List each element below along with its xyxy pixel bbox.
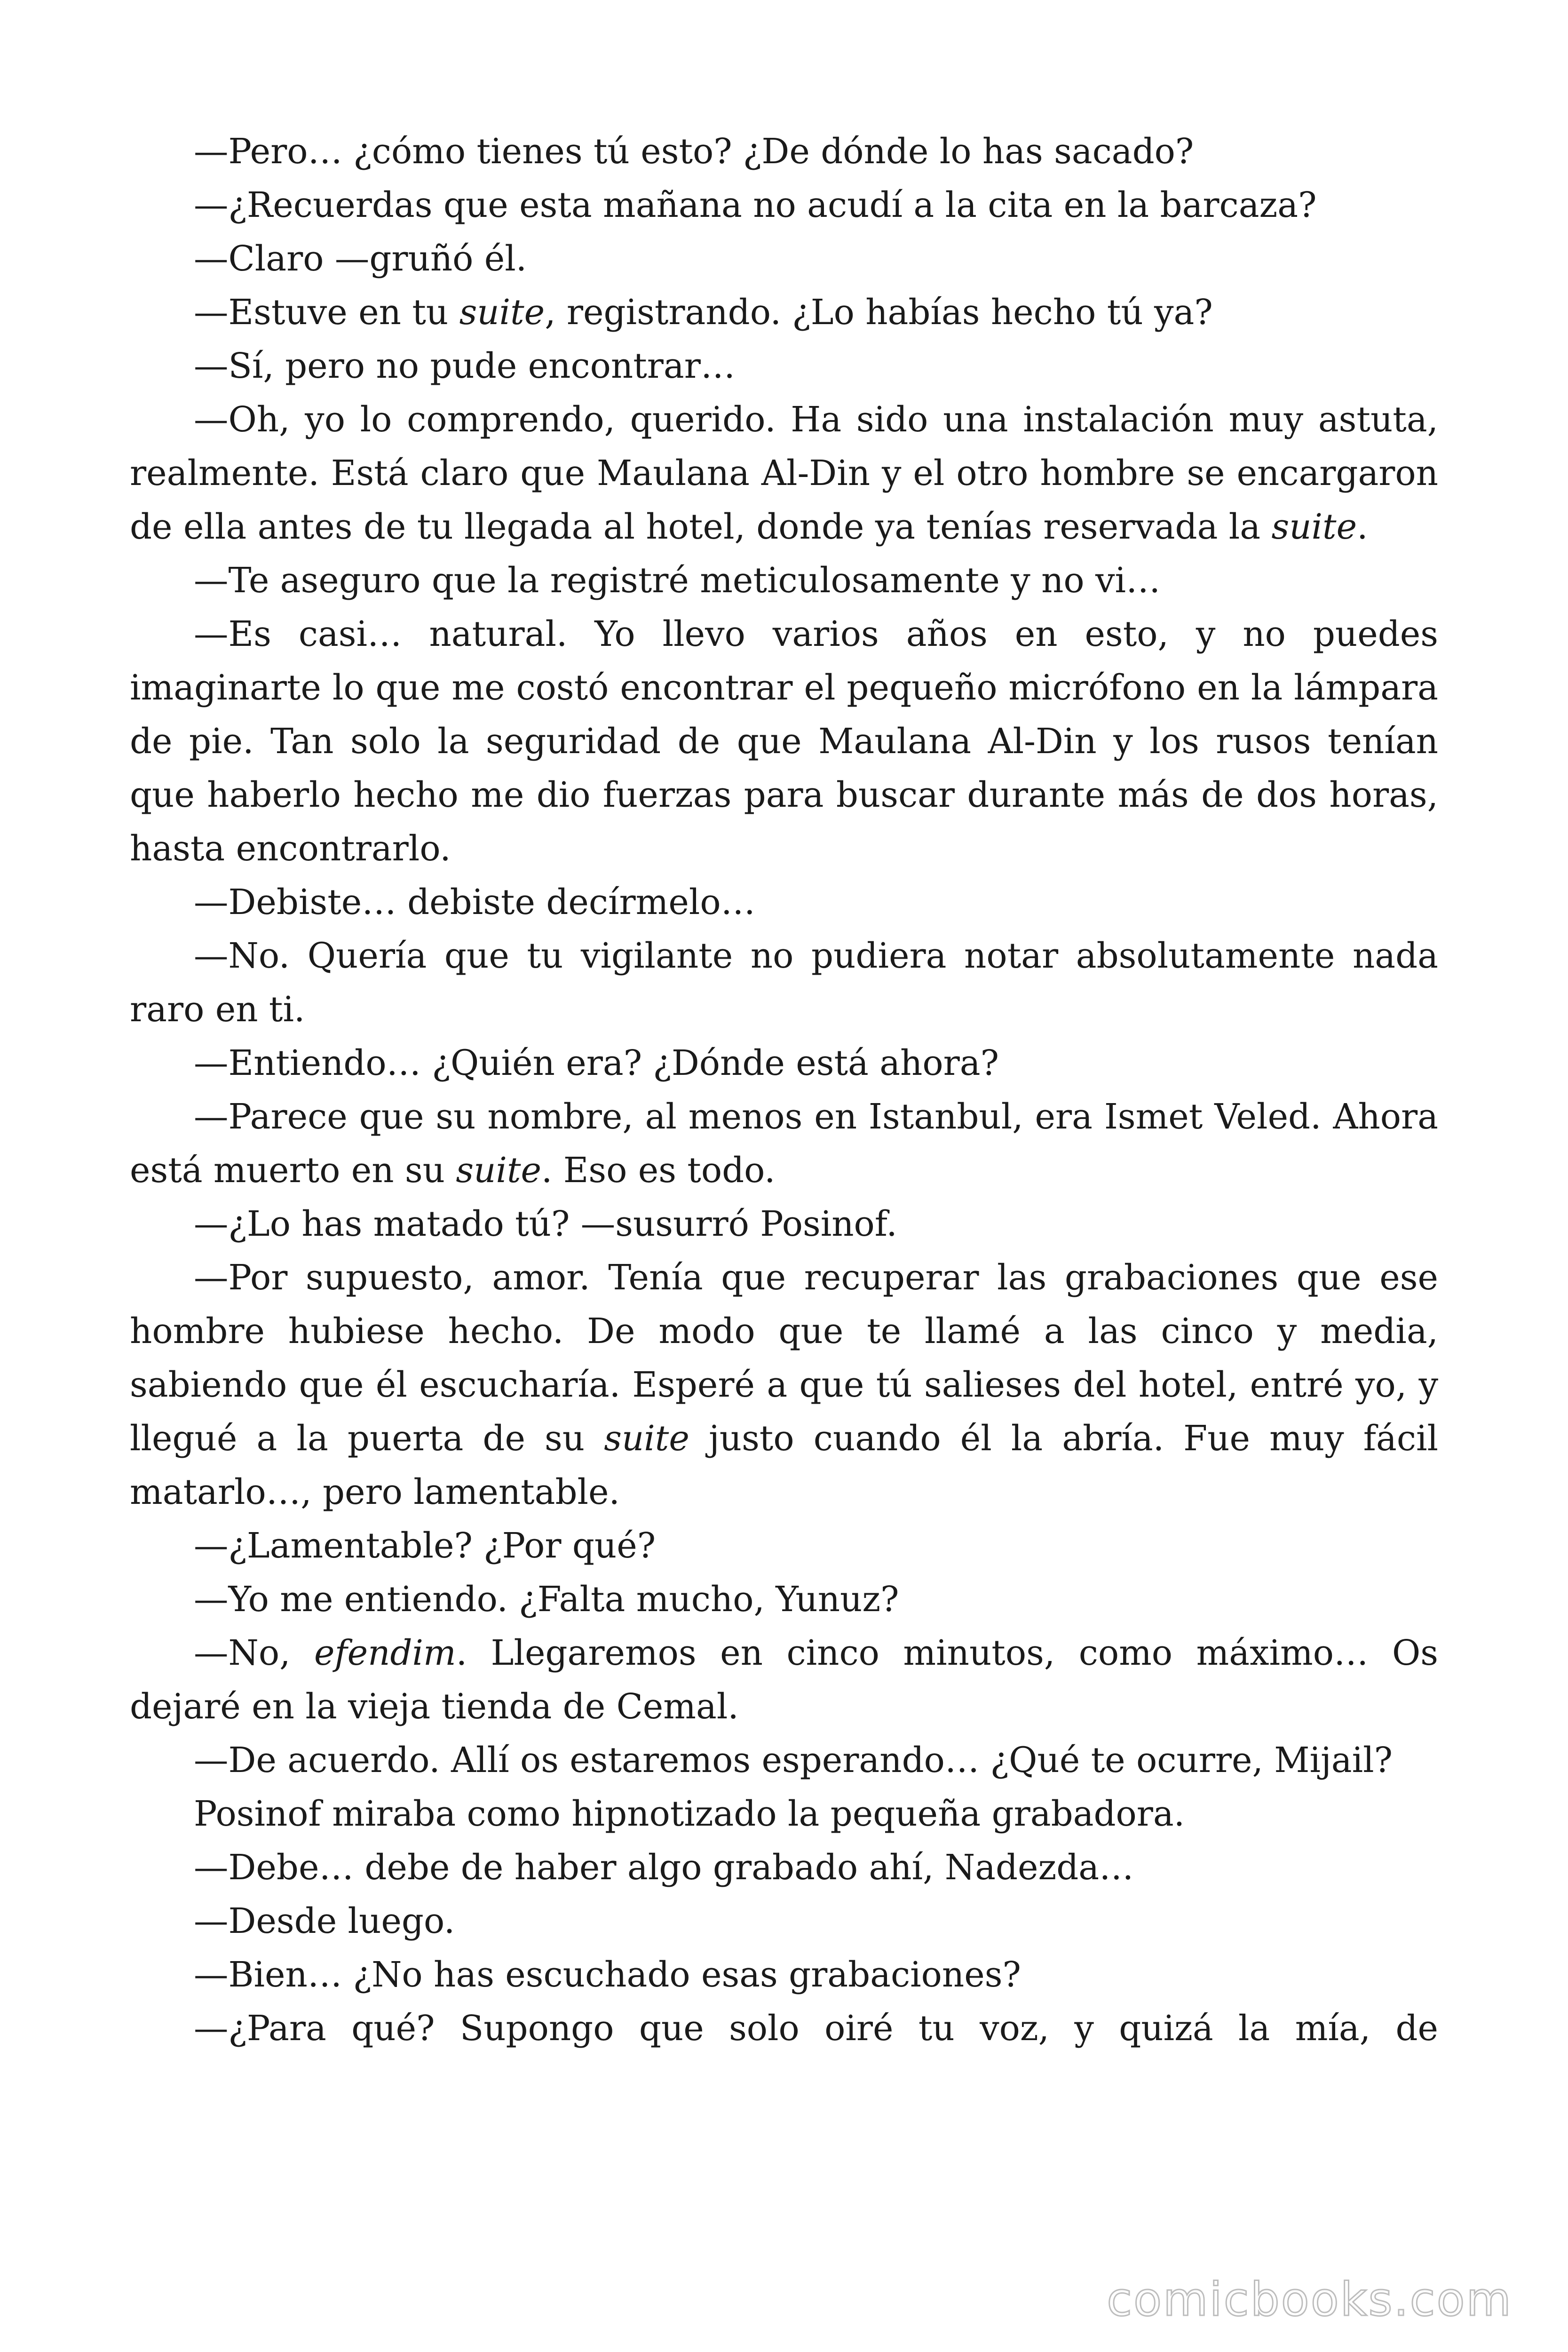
text-run: —Es casi… natural. Yo llevo varios años en esto, y no puedes imaginarte lo que me costó encontrar el pequeño micrófono en la lámpara de pie. Tan solo la seguridad de que Maulana Al-Din y los rusos tenían que haberlo hecho me dio fuerzas para buscar durante más de dos horas, hasta encontrarlo.: [130, 614, 1438, 869]
italic-term: suite: [1271, 507, 1357, 547]
italic-term: suite: [459, 293, 545, 333]
paragraph: [130, 876, 1438, 930]
paragraph: [130, 1198, 1438, 1251]
text-run: —Entiendo… ¿Quién era? ¿Dónde está ahora?: [194, 1043, 999, 1083]
paragraph: [130, 554, 1438, 608]
text-run: —Sí, pero no pude encontrar…: [194, 346, 736, 386]
text-run: —Claro —gruñó él.: [194, 239, 527, 279]
paragraph: [130, 1090, 1438, 1198]
text-run: —Debiste… debiste decírmelo…: [194, 882, 756, 922]
text-run: —Te aseguro que la registré meticulosamente y no vi…: [194, 561, 1161, 601]
italic-term: efendim: [314, 1633, 456, 1673]
paragraph: [130, 1627, 1438, 1734]
paragraph: [130, 1788, 1438, 1841]
watermark: comicbooks.com: [1107, 2273, 1513, 2327]
text-run: —Desde luego.: [194, 1901, 455, 1941]
paragraph: [130, 1519, 1438, 1573]
text-run: —¿Recuerdas que esta mañana no acudí a la cita en la barcaza?: [194, 185, 1317, 225]
paragraph: [130, 179, 1438, 232]
paragraph: [130, 2002, 1438, 2056]
text-run: —Bien… ¿No has escuchado esas grabaciones?: [194, 1955, 1021, 1995]
text-run: . Llegaremos en cinco minutos, como máximo… Os dejaré en la vieja tienda de Cemal.: [130, 1633, 1438, 1727]
paragraph: [130, 1251, 1438, 1519]
paragraph: [130, 608, 1438, 876]
paragraph: [130, 1037, 1438, 1090]
paragraph: [130, 1573, 1438, 1627]
text-run: —Oh, yo lo comprendo, querido. Ha sido una instalación muy astuta, realmente. Está claro que Maulana Al-Din y el otro hombre se encargaron de ella antes de tu llegada al hotel, donde ya tenías reservada la: [130, 400, 1438, 547]
text-run: —No. Quería que tu vigilante no pudiera notar absolutamente nada raro en ti.: [130, 936, 1438, 1030]
text-run: —Por supuesto, amor. Tenía que recuperar las grabaciones que ese hombre hubiese hecho. De modo que te llamé a las cinco y media, sabiendo que él escucharía. Esperé a que tú salieses del hotel, entré yo, y llegué a la puerta de su: [130, 1258, 1438, 1459]
paragraph: [130, 286, 1438, 340]
text-run: , registrando. ¿Lo habías hecho tú ya?: [545, 293, 1213, 333]
paragraph: [130, 1948, 1438, 2002]
text-run: —¿Para qué? Supongo que solo oiré tu voz, y quizá la mía, de: [194, 2009, 1438, 2049]
book-page-body: [130, 125, 1438, 2056]
text-run: .: [1357, 507, 1368, 547]
text-run: —Yo me entiendo. ¿Falta mucho, Yunuz?: [194, 1580, 899, 1620]
text-run: —Debe… debe de haber algo grabado ahí, Nadezda…: [194, 1848, 1134, 1888]
paragraph: [130, 930, 1438, 1037]
paragraph: [130, 232, 1438, 286]
italic-term: suite: [456, 1151, 541, 1191]
paragraph: [130, 125, 1438, 179]
text-run: . Eso es todo.: [541, 1151, 776, 1191]
paragraph: [130, 393, 1438, 554]
paragraph: [130, 1841, 1438, 1895]
text-run: —De acuerdo. Allí os estaremos esperando… ¿Qué te ocurre, Mijail?: [194, 1740, 1393, 1780]
text-run: —No,: [194, 1633, 314, 1673]
paragraph: [130, 1895, 1438, 1948]
italic-term: suite: [604, 1419, 689, 1459]
text-run: —Parece que su nombre, al menos en Istanbul, era Ismet Veled. Ahora está muerto en su: [130, 1097, 1438, 1191]
text-run: —Pero… ¿cómo tienes tú esto? ¿De dónde lo has sacado?: [194, 132, 1194, 172]
text-run: Posinof miraba como hipnotizado la pequeña grabadora.: [194, 1794, 1185, 1834]
text-run: justo cuando él la abría. Fue muy fácil matarlo…, pero lamentable.: [130, 1419, 1438, 1512]
paragraph: [130, 340, 1438, 393]
text-run: —¿Lamentable? ¿Por qué?: [194, 1526, 656, 1566]
text-run: —Estuve en tu: [194, 293, 459, 333]
paragraph: [130, 1734, 1438, 1788]
text-run: —¿Lo has matado tú? —susurró Posinof.: [194, 1204, 897, 1244]
